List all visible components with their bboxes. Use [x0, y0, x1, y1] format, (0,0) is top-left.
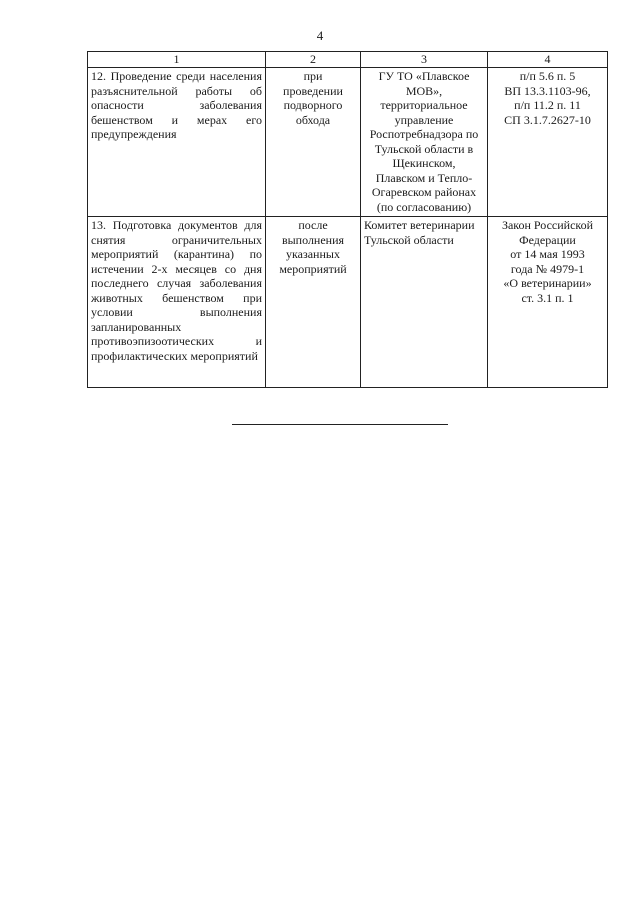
timing-line: выполнения [281, 232, 345, 247]
end-divider-line [232, 424, 448, 425]
column-header-3: 3 [361, 52, 488, 68]
timing-line: мероприятий [279, 261, 347, 276]
executor-line: ГУ ТО «Плавское [378, 69, 470, 83]
basis-cell [488, 68, 608, 217]
timing-line: обхода [295, 112, 331, 127]
executor-cell [361, 217, 488, 388]
executor-line: Тульской области в [374, 141, 474, 156]
basis-line: от 14 мая 1993 [510, 247, 585, 261]
column-header-2: 2 [266, 52, 361, 68]
timing-line: после [298, 218, 328, 232]
table-row [88, 217, 608, 388]
timing-line: при [303, 69, 323, 83]
basis-line: СП 3.1.7.2627-10 [504, 112, 591, 127]
column-header-4: 4 [488, 52, 608, 68]
column-header-1: 1 [88, 52, 266, 68]
basis-cell [488, 217, 608, 388]
executor-line: Щекинском, [392, 156, 456, 170]
table-row [88, 68, 608, 217]
measure-cell: 12. Проведение среди населения разъяснительной работы об опасности заболевания бешенством и мерах его предупреждения [88, 68, 266, 217]
measures-table [87, 51, 608, 388]
timing-line: указанных [286, 247, 340, 261]
basis-line: Федерации [519, 232, 576, 247]
executor-line: (по согласованию) [376, 199, 472, 214]
executor-line: управление [394, 112, 454, 127]
basis-line: ст. 3.1 п. 1 [521, 290, 574, 305]
executor-line: Тульской области [364, 232, 454, 247]
executor-line: Роспотребнадзора по [369, 127, 479, 141]
basis-line: года № 4979-1 [510, 261, 585, 276]
basis-line: Закон Российской [501, 218, 594, 232]
timing-line: подворного [283, 98, 343, 112]
timing-cell [266, 217, 361, 388]
executor-line: территориальное [380, 98, 468, 112]
page-number: 4 [316, 28, 324, 43]
timing-cell [266, 68, 361, 217]
executor-line: Огаревском районах [371, 185, 477, 199]
measure-cell: 13. Подготовка документов для снятия ограничительных мероприятий (карантина) по истечении 2-х месяцев со дня последнего случая заболевания животных бешенством при условии выполнения запланированных противоэпизоотических и профилактических мероприятий [88, 217, 266, 388]
executor-line: Комитет ветеринарии [364, 218, 475, 232]
table-header-row [88, 52, 608, 68]
basis-line: п/п 11.2 п. 11 [514, 98, 581, 112]
executor-line: МОВ», [405, 83, 443, 98]
executor-line: Плавском и Тепло- [375, 170, 473, 185]
basis-line: «О ветеринарии» [503, 276, 592, 290]
basis-line: ВП 13.3.1103-96, [504, 83, 591, 98]
executor-cell [361, 68, 488, 217]
basis-line: п/п 5.6 п. 5 [519, 69, 576, 83]
timing-line: проведении [283, 83, 343, 98]
